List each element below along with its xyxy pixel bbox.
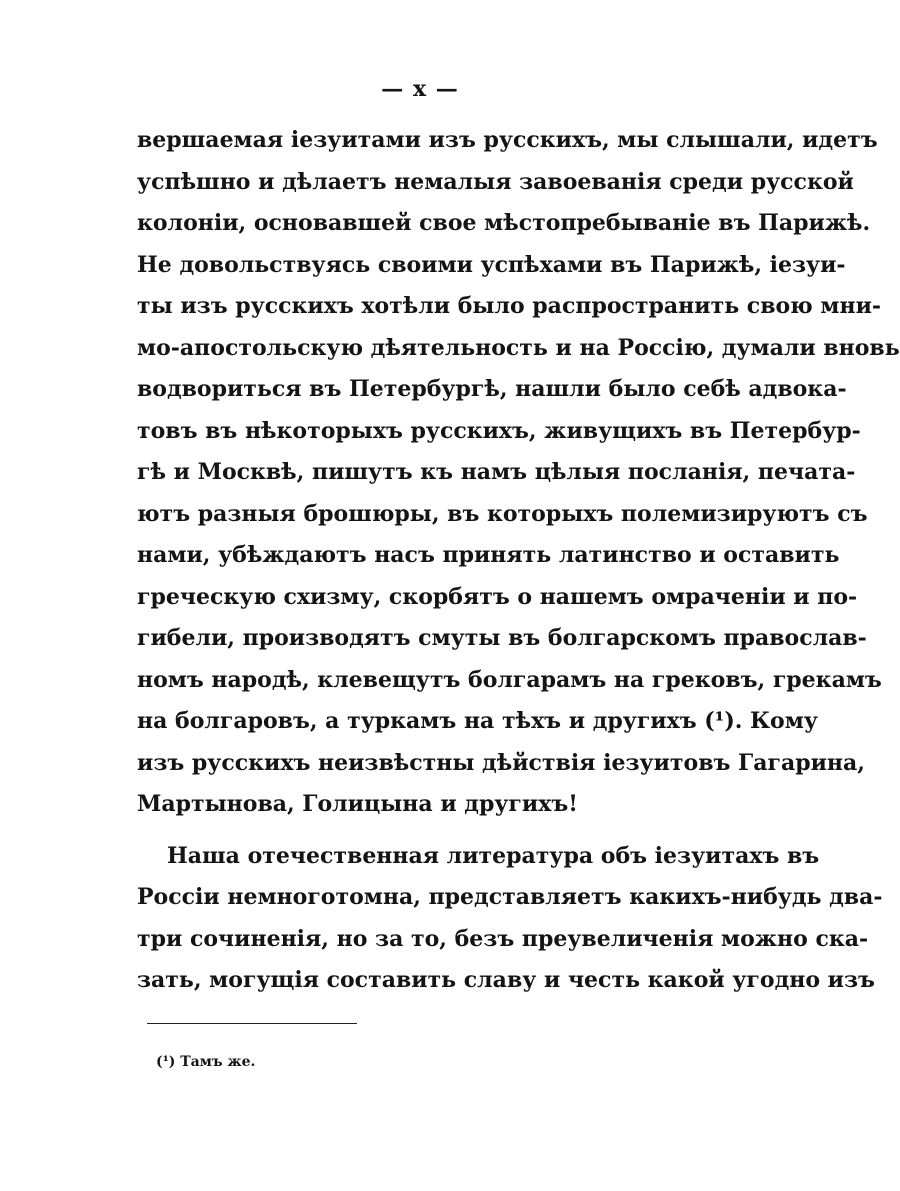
paragraph: [137, 120, 900, 826]
footnote: (¹) Тамъ же.: [156, 1054, 256, 1070]
text-line: на болгаровъ, а туркамъ на тѣхъ и другихъ (¹). Кому: [137, 708, 818, 734]
text-line: вершаемая іезуитами изъ русскихъ, мы слышали, идетъ: [137, 127, 878, 153]
text-line: мо-апостольскую дѣятельность и на Россію, думали вновь: [137, 334, 900, 361]
text-line: три сочиненія, но за то, безъ преувеличенія можно ска-: [137, 925, 869, 952]
page-number: — x —: [381, 76, 459, 102]
text-line: зать, могущія составить славу и честь какой угодно изъ: [137, 967, 875, 993]
text-line: ты изъ русскихъ хотѣли было распространить свою мни-: [137, 293, 882, 319]
text-line: колоніи, основавшей свое мѣстопребываніе въ Парижѣ.: [137, 210, 871, 236]
footnote-divider: [147, 1023, 357, 1024]
text-line: товъ въ нѣкоторыхъ русскихъ, живущихъ въ Петербур-: [137, 417, 861, 444]
text-line: изъ русскихъ неизвѣстны дѣйствія іезуитовъ Гагарина,: [137, 749, 865, 776]
text-line: Не довольствуясь своими успѣхами въ Парижѣ, іезуи-: [137, 251, 846, 278]
text-line: водвориться въ Петербургѣ, нашли было себѣ адвока-: [137, 376, 847, 402]
text-line: номъ народѣ, клевещутъ болгарамъ на грековъ, грекамъ: [137, 666, 882, 693]
paragraph-gap: [137, 826, 708, 836]
text-line: нами, убѣждаютъ насъ принять латинство и оставить: [137, 542, 840, 568]
text-line: гѣ и Москвѣ, пишутъ къ намъ цѣлыя посланія, печата-: [137, 459, 856, 485]
paragraph: [137, 836, 883, 1002]
text-line: Россіи немноготомна, представляетъ какихъ-нибудь два-: [137, 884, 883, 910]
text-line: Мартынова, Голицына и другихъ!: [137, 791, 578, 817]
text-line: греческую схизму, скорбятъ о нашемъ омраченіи и по-: [137, 583, 858, 610]
text-line: успѣшно и дѣлаетъ немалыя завоеванія среди русской: [137, 168, 854, 195]
text-line: Наша отечественная литература объ іезуитахъ въ: [167, 842, 820, 869]
body-text: [137, 120, 900, 1002]
text-line: ютъ разныя брошюры, въ которыхъ полемизируютъ съ: [137, 500, 868, 527]
text-line: гибели, производятъ смуты въ болгарскомъ православ-: [137, 625, 867, 651]
